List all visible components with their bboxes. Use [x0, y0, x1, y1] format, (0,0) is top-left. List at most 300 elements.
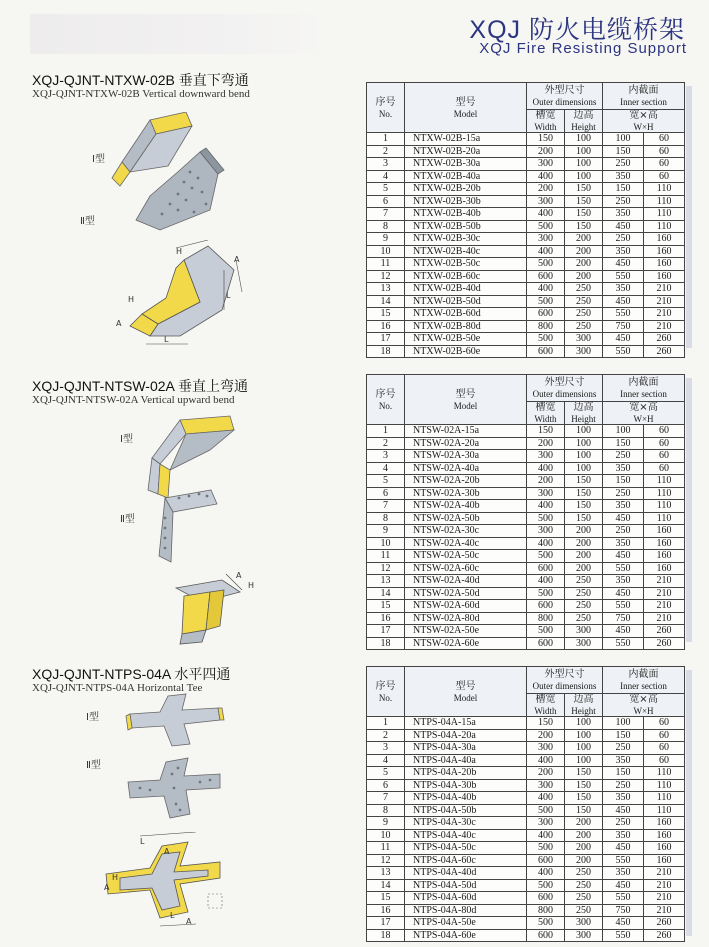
row-number: 9: [367, 817, 405, 830]
model-cell: NTPS-04A-50d: [405, 879, 527, 892]
svg-text:L: L: [140, 837, 145, 846]
outer-height-cell: 150: [565, 487, 603, 500]
svg-text:A: A: [104, 883, 110, 892]
table-row: [367, 729, 685, 742]
horizontal-tee-type1-illustration: [120, 690, 230, 752]
header-height: 边高 Height: [565, 110, 603, 133]
model-cell: NTXW-02B-30b: [405, 195, 527, 208]
inner-height-cell: 110: [644, 487, 685, 500]
inner-height-cell: 110: [644, 220, 685, 233]
inner-height-cell: 260: [644, 333, 685, 346]
section-1-subtitle: XQJ-QJNT-NTXW-02B Vertical downward bend: [32, 88, 250, 100]
table-row: [367, 792, 685, 805]
inner-height-cell: 260: [644, 637, 685, 650]
table-row: [367, 829, 685, 842]
page-title: XQJ 防火电缆桥架: [469, 16, 685, 44]
svg-text:L: L: [164, 335, 169, 344]
outer-height-cell: 200: [565, 245, 603, 258]
model-cell: NTPS-04A-50b: [405, 804, 527, 817]
outer-height-cell: 150: [565, 220, 603, 233]
inner-width-cell: 250: [603, 233, 644, 246]
row-number: 15: [367, 892, 405, 905]
inner-width-cell: 350: [603, 754, 644, 767]
outer-height-cell: 150: [565, 767, 603, 780]
svg-text:A: A: [164, 847, 170, 856]
model-cell: NTPS-04A-60c: [405, 854, 527, 867]
outer-width-cell: 500: [527, 879, 565, 892]
row-number: 11: [367, 550, 405, 563]
inner-height-cell: 60: [644, 133, 685, 146]
table-row: [367, 220, 685, 233]
model-cell: NTPS-04A-40d: [405, 867, 527, 880]
section-2-subtitle: XQJ-QJNT-NTSW-02A Vertical upward bend: [32, 394, 235, 406]
model-cell: NTXW-02B-50e: [405, 333, 527, 346]
row-number: 16: [367, 904, 405, 917]
inner-width-cell: 350: [603, 208, 644, 221]
inner-width-cell: 350: [603, 170, 644, 183]
outer-width-cell: 800: [527, 320, 565, 333]
model-cell: NTXW-02B-20b: [405, 183, 527, 196]
section-2-type2-label: Ⅱ型: [120, 514, 135, 525]
inner-width-cell: 250: [603, 487, 644, 500]
inner-width-cell: 450: [603, 258, 644, 271]
outer-height-cell: 150: [565, 195, 603, 208]
row-number: 13: [367, 867, 405, 880]
table-row: [367, 742, 685, 755]
row-number: 10: [367, 537, 405, 550]
model-cell: NTSW-02A-20b: [405, 475, 527, 488]
table-row: [367, 625, 685, 638]
inner-height-cell: 110: [644, 183, 685, 196]
outer-width-cell: 500: [527, 512, 565, 525]
row-number: 15: [367, 600, 405, 613]
model-cell: NTPS-04A-40a: [405, 754, 527, 767]
header-outer: 外型尺寸 Outer dimensions: [527, 667, 603, 694]
outer-width-cell: 600: [527, 308, 565, 321]
row-number: 18: [367, 929, 405, 942]
outer-height-cell: 250: [565, 320, 603, 333]
row-number: 2: [367, 729, 405, 742]
model-cell: NTXW-02B-40a: [405, 170, 527, 183]
svg-text:H: H: [112, 873, 119, 882]
table-row: [367, 320, 685, 333]
inner-width-cell: 750: [603, 612, 644, 625]
model-cell: NTPS-04A-30c: [405, 817, 527, 830]
spec-table-downward-bend: [366, 82, 685, 358]
outer-height-cell: 150: [565, 500, 603, 513]
outer-width-cell: 150: [527, 133, 565, 146]
inner-width-cell: 550: [603, 308, 644, 321]
outer-height-cell: 300: [565, 625, 603, 638]
model-cell: NTSW-02A-50d: [405, 587, 527, 600]
outer-width-cell: 200: [527, 145, 565, 158]
outer-height-cell: 250: [565, 612, 603, 625]
inner-width-cell: 550: [603, 637, 644, 650]
model-cell: NTPS-04A-80d: [405, 904, 527, 917]
outer-width-cell: 400: [527, 500, 565, 513]
inner-width-cell: 100: [603, 717, 644, 730]
outer-height-cell: 200: [565, 562, 603, 575]
table-row: [367, 283, 685, 296]
row-number: 17: [367, 917, 405, 930]
row-number: 4: [367, 754, 405, 767]
table-row: [367, 804, 685, 817]
svg-text:L: L: [170, 911, 175, 920]
outer-width-cell: 500: [527, 333, 565, 346]
row-number: 3: [367, 450, 405, 463]
table-row: [367, 754, 685, 767]
model-cell: NTXW-02B-20a: [405, 145, 527, 158]
inner-height-cell: 60: [644, 729, 685, 742]
outer-width-cell: 500: [527, 295, 565, 308]
table-row: [367, 158, 685, 171]
model-cell: NTSW-02A-20a: [405, 437, 527, 450]
outer-width-cell: 200: [527, 767, 565, 780]
outer-height-cell: 150: [565, 475, 603, 488]
row-number: 8: [367, 512, 405, 525]
outer-height-cell: 150: [565, 792, 603, 805]
outer-width-cell: 500: [527, 220, 565, 233]
inner-width-cell: 150: [603, 437, 644, 450]
section-1-type1-label: Ⅰ型: [92, 154, 105, 165]
outer-width-cell: 150: [527, 717, 565, 730]
inner-width-cell: 450: [603, 625, 644, 638]
row-number: 18: [367, 345, 405, 358]
outer-width-cell: 600: [527, 929, 565, 942]
table-row: [367, 817, 685, 830]
inner-height-cell: 210: [644, 308, 685, 321]
inner-height-cell: 160: [644, 537, 685, 550]
model-cell: NTSW-02A-30a: [405, 450, 527, 463]
inner-height-cell: 110: [644, 512, 685, 525]
svg-text:A: A: [236, 571, 242, 580]
table-row: [367, 587, 685, 600]
outer-width-cell: 300: [527, 779, 565, 792]
outer-height-cell: 300: [565, 333, 603, 346]
model-cell: NTPS-04A-40c: [405, 829, 527, 842]
model-cell: NTSW-02A-60c: [405, 562, 527, 575]
header-height: 边高 Height: [565, 402, 603, 425]
inner-width-cell: 150: [603, 729, 644, 742]
row-number: 10: [367, 245, 405, 258]
row-number: 12: [367, 854, 405, 867]
row-number: 18: [367, 637, 405, 650]
outer-height-cell: 250: [565, 892, 603, 905]
table-row: [367, 258, 685, 271]
inner-height-cell: 210: [644, 879, 685, 892]
inner-width-cell: 450: [603, 550, 644, 563]
model-cell: NTPS-04A-30b: [405, 779, 527, 792]
outer-height-cell: 200: [565, 842, 603, 855]
inner-height-cell: 60: [644, 717, 685, 730]
inner-width-cell: 250: [603, 525, 644, 538]
outer-height-cell: 150: [565, 779, 603, 792]
inner-width-cell: 350: [603, 500, 644, 513]
row-number: 13: [367, 283, 405, 296]
inner-height-cell: 210: [644, 892, 685, 905]
inner-width-cell: 250: [603, 158, 644, 171]
outer-height-cell: 100: [565, 462, 603, 475]
header-no: 序号 No.: [367, 83, 405, 133]
outer-height-cell: 100: [565, 170, 603, 183]
downward-bend-dimension-drawing: [110, 240, 250, 350]
header-wxh: 宽×高 W×H: [603, 694, 685, 717]
inner-width-cell: 450: [603, 917, 644, 930]
inner-height-cell: 160: [644, 550, 685, 563]
outer-width-cell: 200: [527, 437, 565, 450]
upward-bend-type2-illustration: [145, 488, 225, 568]
outer-height-cell: 250: [565, 879, 603, 892]
outer-width-cell: 400: [527, 867, 565, 880]
inner-width-cell: 350: [603, 575, 644, 588]
outer-width-cell: 300: [527, 487, 565, 500]
table-3-shadow: [686, 670, 692, 936]
model-cell: NTXW-02B-60d: [405, 308, 527, 321]
inner-height-cell: 60: [644, 145, 685, 158]
model-cell: NTSW-02A-50e: [405, 625, 527, 638]
row-number: 5: [367, 475, 405, 488]
outer-height-cell: 150: [565, 512, 603, 525]
inner-height-cell: 260: [644, 917, 685, 930]
table-row: [367, 487, 685, 500]
table-row: [367, 575, 685, 588]
inner-height-cell: 160: [644, 270, 685, 283]
outer-width-cell: 400: [527, 829, 565, 842]
svg-text:A: A: [116, 319, 122, 328]
model-cell: NTSW-02A-40a: [405, 462, 527, 475]
header-model: 型号 Model: [405, 667, 527, 717]
inner-width-cell: 150: [603, 767, 644, 780]
table-row: [367, 767, 685, 780]
model-cell: NTXW-02B-30a: [405, 158, 527, 171]
table-row: [367, 637, 685, 650]
inner-height-cell: 60: [644, 425, 685, 438]
row-number: 3: [367, 158, 405, 171]
model-cell: NTPS-04A-15a: [405, 717, 527, 730]
model-cell: NTSW-02A-30b: [405, 487, 527, 500]
row-number: 13: [367, 575, 405, 588]
table-row: [367, 245, 685, 258]
header-width: 槽宽 Width: [527, 694, 565, 717]
table-row: [367, 308, 685, 321]
outer-height-cell: 150: [565, 183, 603, 196]
outer-height-cell: 200: [565, 525, 603, 538]
inner-height-cell: 160: [644, 817, 685, 830]
inner-height-cell: 60: [644, 158, 685, 171]
inner-height-cell: 110: [644, 779, 685, 792]
inner-height-cell: 160: [644, 525, 685, 538]
outer-height-cell: 250: [565, 867, 603, 880]
row-number: 14: [367, 879, 405, 892]
svg-text:H: H: [176, 247, 183, 256]
section-2-title: XQJ-QJNT-NTSW-02A 垂直上弯通: [32, 378, 248, 394]
section-1-type2-label: Ⅱ型: [80, 216, 95, 227]
model-cell: NTPS-04A-50e: [405, 917, 527, 930]
model-cell: NTPS-04A-60d: [405, 892, 527, 905]
inner-width-cell: 550: [603, 562, 644, 575]
inner-width-cell: 150: [603, 475, 644, 488]
svg-text:A: A: [234, 255, 240, 264]
model-cell: NTSW-02A-80d: [405, 612, 527, 625]
outer-height-cell: 100: [565, 450, 603, 463]
model-cell: NTXW-02B-80d: [405, 320, 527, 333]
outer-width-cell: 400: [527, 208, 565, 221]
inner-height-cell: 210: [644, 295, 685, 308]
outer-height-cell: 300: [565, 917, 603, 930]
inner-width-cell: 350: [603, 462, 644, 475]
inner-width-cell: 250: [603, 195, 644, 208]
table-row: [367, 929, 685, 942]
outer-height-cell: 100: [565, 717, 603, 730]
inner-width-cell: 450: [603, 333, 644, 346]
horizontal-tee-type2-illustration: [120, 752, 230, 826]
row-number: 4: [367, 170, 405, 183]
outer-width-cell: 400: [527, 792, 565, 805]
row-number: 11: [367, 258, 405, 271]
outer-height-cell: 100: [565, 742, 603, 755]
table-row: [367, 892, 685, 905]
inner-height-cell: 110: [644, 767, 685, 780]
table-row: [367, 333, 685, 346]
outer-width-cell: 200: [527, 729, 565, 742]
row-number: 2: [367, 437, 405, 450]
outer-width-cell: 300: [527, 158, 565, 171]
row-number: 15: [367, 308, 405, 321]
model-cell: NTXW-02B-15a: [405, 133, 527, 146]
table-row: [367, 779, 685, 792]
model-cell: NTSW-02A-30c: [405, 525, 527, 538]
outer-width-cell: 400: [527, 283, 565, 296]
inner-height-cell: 110: [644, 195, 685, 208]
model-cell: NTPS-04A-40b: [405, 792, 527, 805]
inner-height-cell: 210: [644, 867, 685, 880]
outer-height-cell: 200: [565, 854, 603, 867]
inner-height-cell: 160: [644, 829, 685, 842]
outer-width-cell: 600: [527, 854, 565, 867]
model-cell: NTXW-02B-50b: [405, 220, 527, 233]
spec-table-horizontal-tee: [366, 666, 685, 942]
outer-height-cell: 100: [565, 754, 603, 767]
outer-width-cell: 600: [527, 637, 565, 650]
outer-width-cell: 600: [527, 892, 565, 905]
inner-height-cell: 110: [644, 804, 685, 817]
upward-bend-type1-illustration: [140, 410, 250, 500]
model-cell: NTXW-02B-40b: [405, 208, 527, 221]
header-width: 槽宽 Width: [527, 402, 565, 425]
row-number: 10: [367, 829, 405, 842]
header-outer: 外型尺寸 Outer dimensions: [527, 375, 603, 402]
inner-height-cell: 160: [644, 562, 685, 575]
inner-height-cell: 210: [644, 575, 685, 588]
model-cell: NTXW-02B-40c: [405, 245, 527, 258]
outer-width-cell: 300: [527, 450, 565, 463]
inner-width-cell: 450: [603, 295, 644, 308]
table-row: [367, 450, 685, 463]
row-number: 5: [367, 767, 405, 780]
row-number: 12: [367, 562, 405, 575]
header-inner: 内截面 Inner section: [603, 83, 685, 110]
table-row: [367, 270, 685, 283]
svg-text:A: A: [186, 917, 192, 926]
inner-height-cell: 260: [644, 625, 685, 638]
faded-header-watermark: [30, 14, 330, 54]
model-cell: NTSW-02A-60d: [405, 600, 527, 613]
outer-width-cell: 400: [527, 754, 565, 767]
row-number: 9: [367, 525, 405, 538]
table-row: [367, 562, 685, 575]
model-cell: NTSW-02A-15a: [405, 425, 527, 438]
header-no: 序号 No.: [367, 667, 405, 717]
outer-height-cell: 250: [565, 600, 603, 613]
row-number: 16: [367, 320, 405, 333]
row-number: 12: [367, 270, 405, 283]
inner-width-cell: 450: [603, 804, 644, 817]
outer-width-cell: 300: [527, 195, 565, 208]
inner-height-cell: 210: [644, 612, 685, 625]
inner-width-cell: 550: [603, 854, 644, 867]
table-row: [367, 462, 685, 475]
inner-height-cell: 110: [644, 208, 685, 221]
outer-height-cell: 200: [565, 233, 603, 246]
outer-width-cell: 800: [527, 904, 565, 917]
outer-width-cell: 500: [527, 917, 565, 930]
inner-height-cell: 160: [644, 233, 685, 246]
outer-height-cell: 200: [565, 258, 603, 271]
row-number: 1: [367, 717, 405, 730]
table-row: [367, 879, 685, 892]
row-number: 6: [367, 779, 405, 792]
section-1-title: XQJ-QJNT-NTXW-02B 垂直下弯通: [32, 72, 249, 88]
model-cell: NTPS-04A-30a: [405, 742, 527, 755]
page-subtitle: XQJ Fire Resisting Support: [479, 40, 687, 57]
inner-height-cell: 160: [644, 842, 685, 855]
row-number: 14: [367, 587, 405, 600]
svg-text:H: H: [248, 581, 255, 590]
model-cell: NTSW-02A-40d: [405, 575, 527, 588]
header-no: 序号 No.: [367, 375, 405, 425]
header-wxh: 宽×高 W×H: [603, 402, 685, 425]
inner-width-cell: 350: [603, 867, 644, 880]
model-cell: NTSW-02A-50c: [405, 550, 527, 563]
table-row: [367, 183, 685, 196]
model-cell: NTPS-04A-50c: [405, 842, 527, 855]
row-number: 8: [367, 804, 405, 817]
inner-height-cell: 110: [644, 475, 685, 488]
table-row: [367, 854, 685, 867]
table-row: [367, 208, 685, 221]
header-wxh: 宽×高 W×H: [603, 110, 685, 133]
outer-width-cell: 600: [527, 600, 565, 613]
inner-width-cell: 150: [603, 145, 644, 158]
outer-height-cell: 300: [565, 637, 603, 650]
inner-height-cell: 160: [644, 854, 685, 867]
table-row: [367, 133, 685, 146]
outer-height-cell: 250: [565, 904, 603, 917]
table-row: [367, 842, 685, 855]
row-number: 1: [367, 133, 405, 146]
inner-height-cell: 160: [644, 245, 685, 258]
header-width: 槽宽 Width: [527, 110, 565, 133]
table-row: [367, 295, 685, 308]
inner-width-cell: 750: [603, 320, 644, 333]
outer-height-cell: 250: [565, 575, 603, 588]
inner-height-cell: 210: [644, 320, 685, 333]
inner-width-cell: 550: [603, 929, 644, 942]
table-row: [367, 612, 685, 625]
row-number: 6: [367, 487, 405, 500]
row-number: 1: [367, 425, 405, 438]
outer-height-cell: 100: [565, 425, 603, 438]
